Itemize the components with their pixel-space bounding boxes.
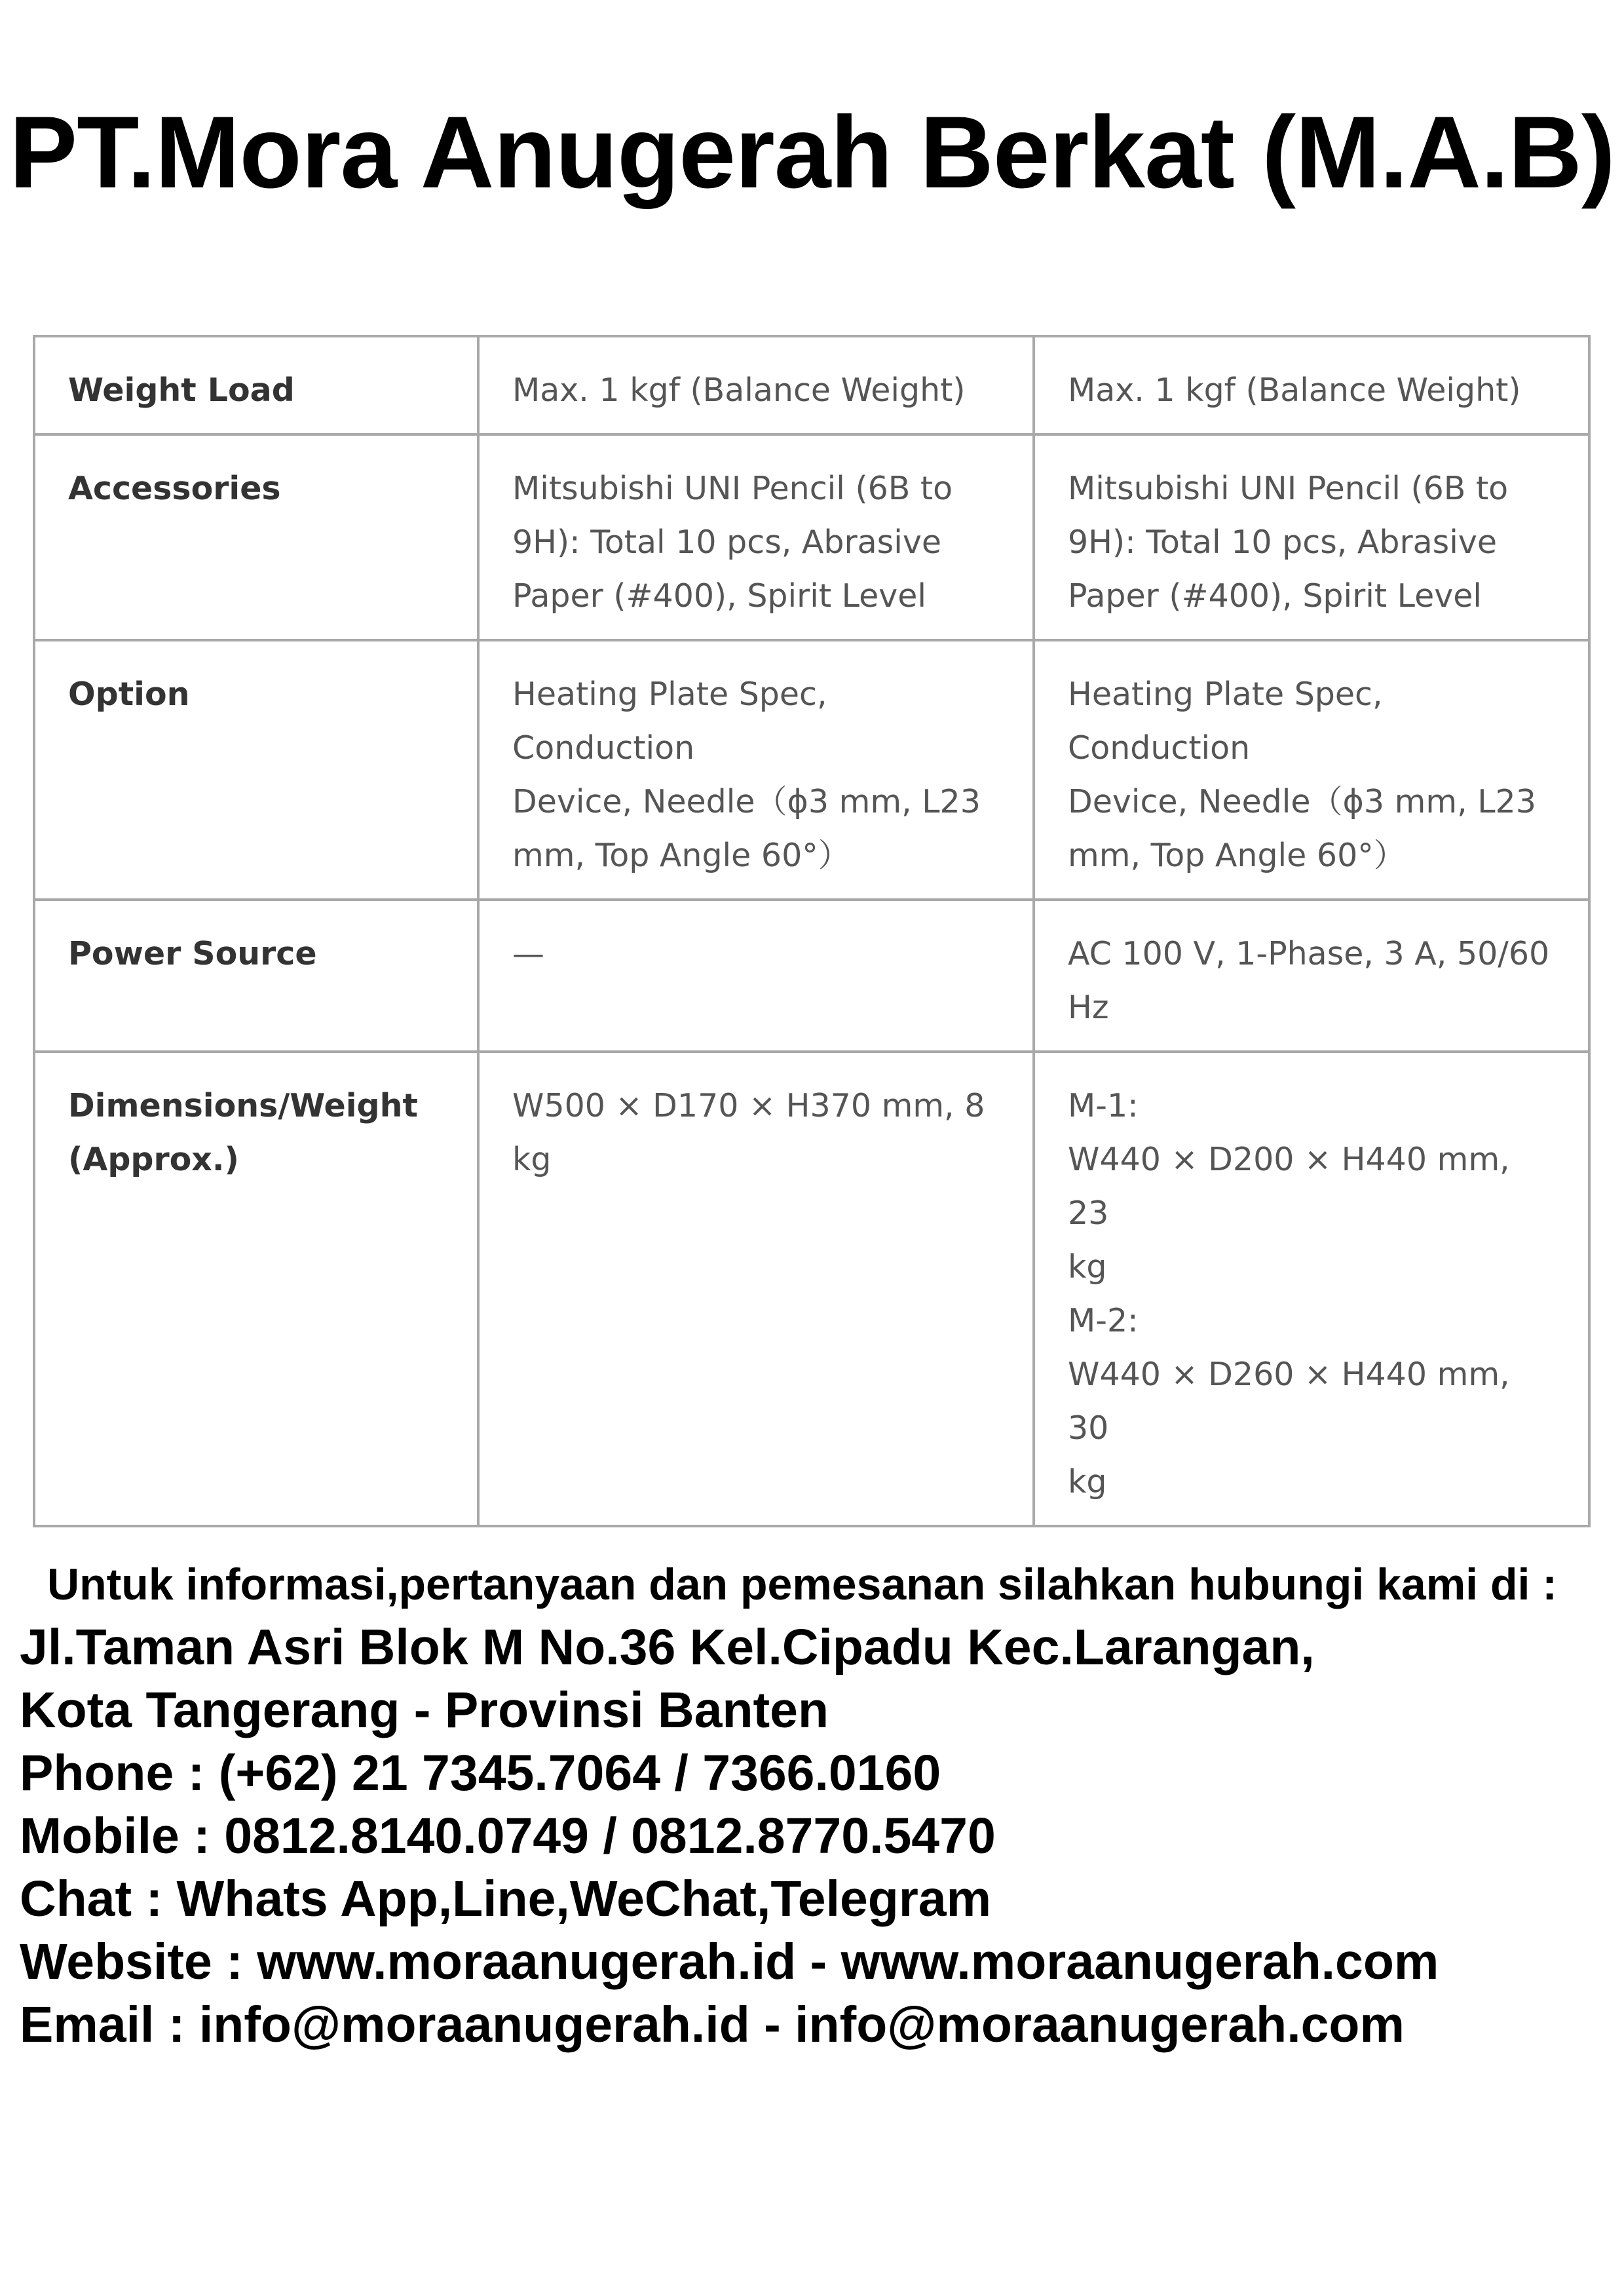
spec-value-cell-2	[1034, 1052, 1589, 1526]
cell-text-line: kg	[1068, 1248, 1107, 1286]
spec-value-cell-2	[1034, 640, 1589, 900]
cell-text-line: Paper (#400), Spirit Level	[1068, 577, 1482, 615]
cell-text-line: Max. 1 kgf (Balance Weight)	[1068, 372, 1521, 409]
cell-text-line: W500 × D170 × H370 mm, 8	[512, 1087, 985, 1124]
address-line-2: Kota Tangerang - Provinsi Banten	[20, 1682, 829, 1738]
spec-label-cell	[34, 640, 478, 900]
cell-text-line: 9H): Total 10 pcs, Abrasive	[512, 524, 941, 561]
table-row	[34, 336, 1589, 434]
cell-text-line: Heating Plate Spec, Conduction	[512, 676, 827, 767]
spec-value-cell-1	[478, 1052, 1034, 1526]
mobile-line: Mobile : 0812.8140.0749 / 0812.8770.5470	[20, 1808, 996, 1864]
spec-label-cell	[34, 900, 478, 1052]
contact-intro: Untuk informasi,pertanyaan dan pemesanan silahkan hubungi kami di :	[47, 1559, 1557, 1609]
cell-text-line: AC 100 V, 1-Phase, 3 A, 50/60	[1068, 935, 1550, 972]
cell-text-line: Accessories	[68, 470, 281, 507]
address-line-1: Jl.Taman Asri Blok M No.36 Kel.Cipadu Kec.Larangan,	[20, 1619, 1315, 1675]
cell-text-line: Hz	[1068, 989, 1109, 1026]
cell-text-line: Mitsubishi UNI Pencil (6B to	[512, 470, 953, 507]
cell-text-line: W440 × D200 × H440 mm, 23	[1068, 1141, 1510, 1232]
cell-text-line: Paper (#400), Spirit Level	[512, 577, 927, 615]
spec-value-cell-1	[478, 900, 1034, 1052]
cell-text-line: M-1:	[1068, 1087, 1139, 1124]
page-title: PT.Mora Anugerah Berkat (M.A.B)	[9, 96, 1615, 210]
email-line: Email : info@moraanugerah.id - info@moraanugerah.com	[20, 1997, 1405, 2053]
cell-text-line: mm, Top Angle 60°）	[512, 837, 850, 874]
spec-label-cell	[34, 336, 478, 434]
cell-text-line: Dimensions/Weight	[68, 1087, 418, 1124]
spec-label-cell	[34, 1052, 478, 1526]
table-row	[34, 434, 1589, 640]
spec-value-cell-1	[478, 434, 1034, 640]
spec-table-body	[34, 336, 1589, 1526]
contact-block	[20, 1553, 1605, 2056]
spec-value-cell-1	[478, 640, 1034, 900]
spec-value-cell-2	[1034, 900, 1589, 1052]
cell-text-line: M-2:	[1068, 1302, 1139, 1339]
cell-text-line: Device, Needle（ϕ3 mm, L23	[512, 783, 981, 820]
cell-text-line: mm, Top Angle 60°）	[1068, 837, 1406, 874]
cell-text-line: kg	[512, 1141, 552, 1178]
cell-text-line: 9H): Total 10 pcs, Abrasive	[1068, 524, 1497, 561]
spec-value-cell-2	[1034, 336, 1589, 434]
spec-value-cell-2	[1034, 434, 1589, 640]
table-row	[34, 1052, 1589, 1526]
cell-text-line: Option	[68, 676, 190, 713]
chat-line: Chat : Whats App,Line,WeChat,Telegram	[20, 1871, 992, 1927]
cell-text-line: Power Source	[68, 935, 317, 972]
cell-text-line: —	[512, 935, 544, 972]
spec-value-cell-1	[478, 336, 1034, 434]
cell-text-line: Max. 1 kgf (Balance Weight)	[512, 372, 966, 409]
cell-text-line: Heating Plate Spec, Conduction	[1068, 676, 1383, 767]
cell-text-line: Weight Load	[68, 372, 295, 409]
spec-table	[33, 335, 1591, 1527]
cell-text-line: Mitsubishi UNI Pencil (6B to	[1068, 470, 1509, 507]
table-row	[34, 640, 1589, 900]
website-line: Website : www.moraanugerah.id - www.moraanugerah.com	[20, 1934, 1439, 1990]
cell-text-line: W440 × D260 × H440 mm, 30	[1068, 1356, 1510, 1447]
cell-text-line: Device, Needle（ϕ3 mm, L23	[1068, 783, 1536, 820]
cell-text-line: kg	[1068, 1463, 1107, 1501]
table-row	[34, 900, 1589, 1052]
cell-text-line: (Approx.)	[68, 1141, 239, 1178]
spec-label-cell	[34, 434, 478, 640]
phone-line: Phone : (+62) 21 7345.7064 / 7366.0160	[20, 1745, 941, 1801]
